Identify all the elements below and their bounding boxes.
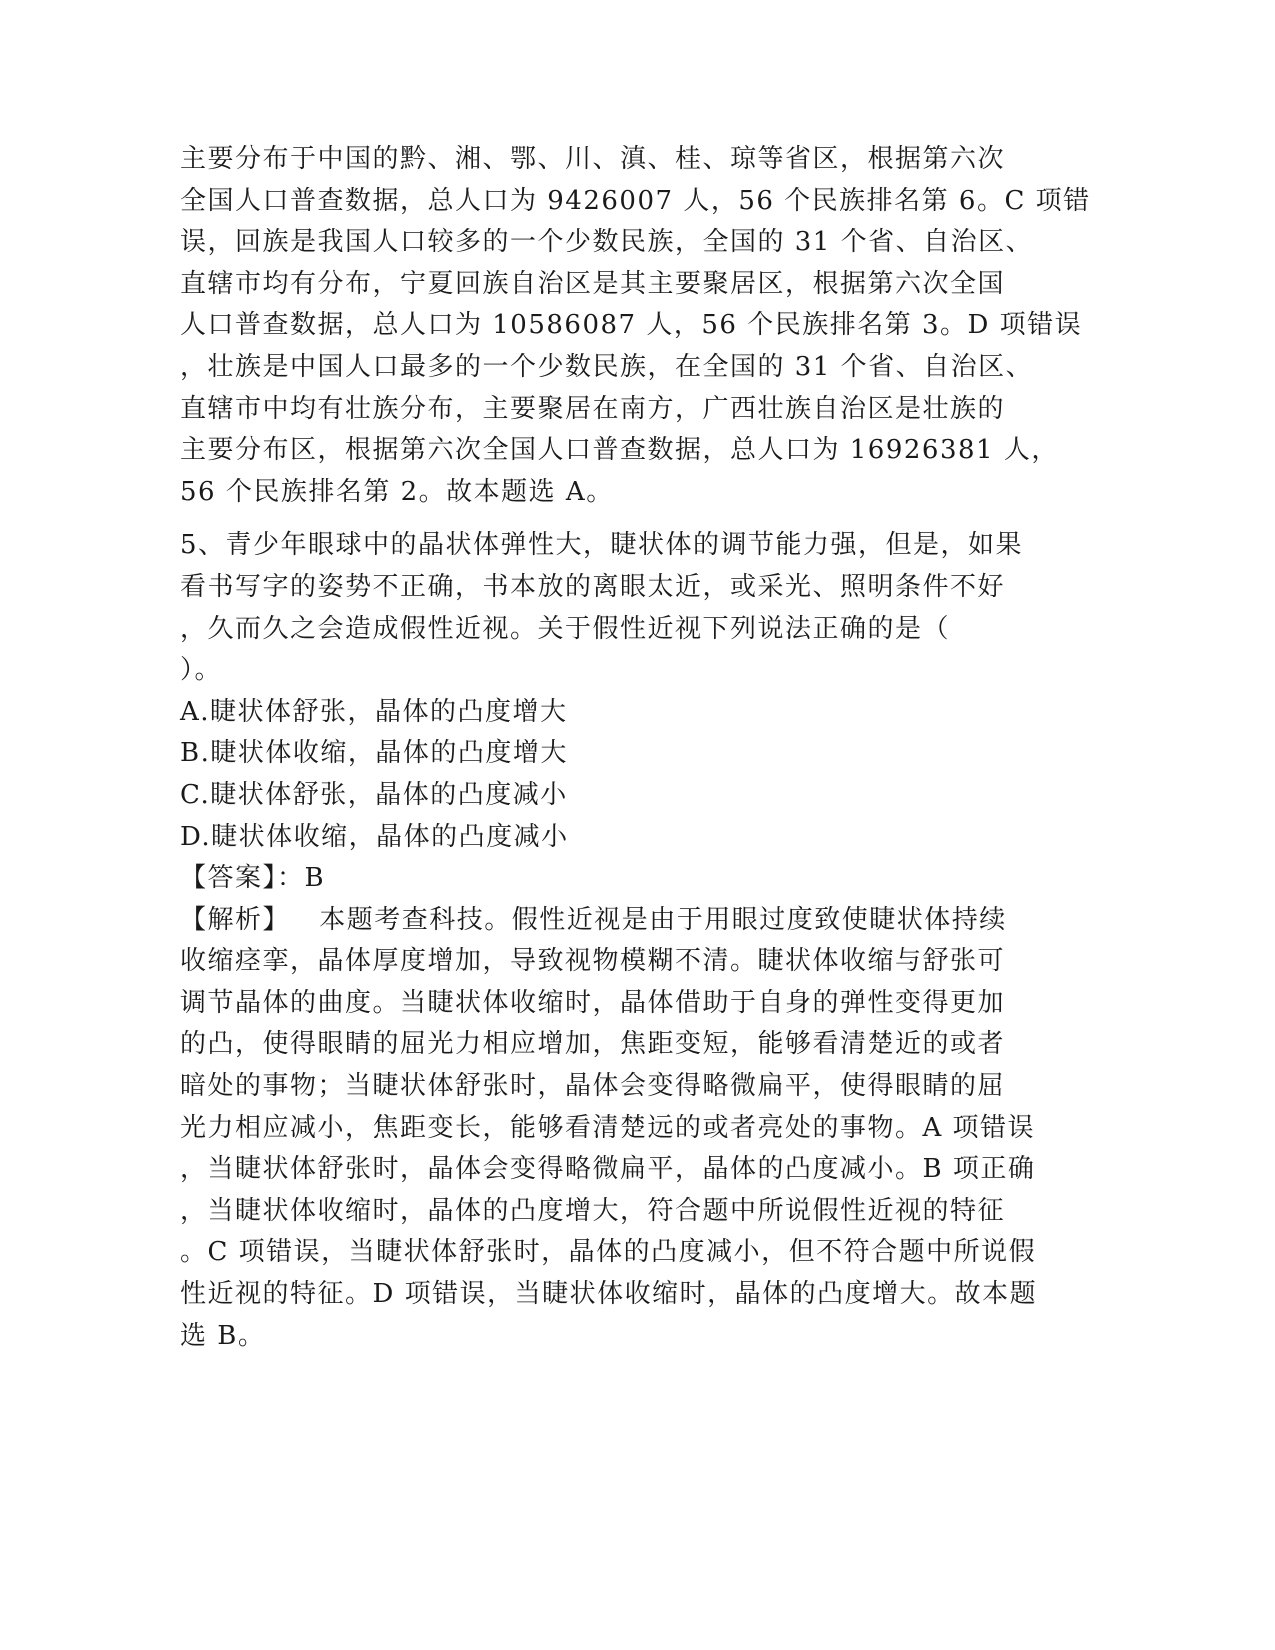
text-line: 看书写字的姿势不正确，书本放的离眼太近，或采光、照明条件不好 [180, 571, 1006, 602]
text-line: 的凸，使得眼睛的屈光力相应增加，焦距变短，能够看清楚近的或者 [180, 1029, 1006, 1060]
text-line: ，当睫状体舒张时，晶体会变得略微扁平，晶体的凸度减小。B 项正确 [180, 1154, 1036, 1185]
text-line: 全国人口普查数据，总人口为 9426007 人，56 个民族排名第 6。C 项错 [180, 185, 1091, 216]
text-line: 误，回族是我国人口较多的一个少数民族，全国的 31 个省、自治区、 [180, 227, 1034, 258]
text-line: 收缩痉挛，晶体厚度增加，导致视物模糊不清。睫状体收缩与舒张可 [180, 946, 1006, 977]
text-line: 主要分布区，根据第六次全国人口普查数据，总人口为 16926381 人， [180, 435, 1059, 466]
text-line: 56 个民族排名第 2。故本题选 A。 [180, 476, 614, 507]
text-line: 。C 项错误，当睫状体舒张时，晶体的凸度减小，但不符合题中所说假 [180, 1237, 1037, 1268]
text-line: 主要分布于中国的黔、湘、鄂、川、滇、桂、琼等省区，根据第六次 [180, 144, 1006, 174]
text-line: ）。 [180, 655, 223, 686]
option-d: D.睫状体收缩，晶体的凸度减小 [180, 821, 569, 852]
text-line: 调节晶体的曲度。当睫状体收缩时，晶体借助于自身的弹性变得更加 [180, 987, 1006, 1018]
text-line: 【解析】 本题考查科技。假性近视是由于用眼过度致使睫状体持续 [180, 904, 1007, 935]
text-line: 性近视的特征。D 项错误，当睫状体收缩时，晶体的凸度增大。故本题 [180, 1279, 1038, 1310]
text-line: ，久而久之会造成假性近视。关于假性近视下列说法正确的是（ [180, 613, 951, 644]
text-line: ，当睫状体收缩时，晶体的凸度增大，符合题中所说假性近视的特征 [180, 1195, 1006, 1226]
option-b: B.睫状体收缩，晶体的凸度增大 [180, 738, 568, 769]
option-a: A.睫状体舒张，晶体的凸度增大 [180, 696, 568, 727]
analysis-paragraph [180, 900, 1060, 1358]
options-list [180, 692, 1060, 858]
document-page [180, 139, 1091, 1357]
text-line: 直辖市中均有壮族分布，主要聚居在南方，广西壮族自治区是壮族的 [180, 393, 1006, 424]
answer-line: 【答案】：B [180, 863, 326, 894]
text-line: 直辖市均有分布，宁夏回族自治区是其主要聚居区，根据第六次全国 [180, 268, 1006, 299]
option-c: C.睫状体舒张，晶体的凸度减小 [180, 779, 568, 810]
text-line: 选 B。 [180, 1320, 266, 1351]
text-line: 人口普查数据，总人口为 10586087 人，56 个民族排名第 3。D 项错误 [180, 310, 1083, 341]
question-stem [180, 525, 1060, 691]
text-line: 5、青少年眼球中的晶状体弹性大，睫状体的调节能力强，但是，如果 [180, 530, 1024, 561]
previous-answer-paragraph [180, 139, 1091, 513]
text-line: 暗处的事物；当睫状体舒张时，晶体会变得略微扁平，使得眼睛的屈 [180, 1071, 1006, 1102]
text-line: ，壮族是中国人口最多的一个少数民族，在全国的 31 个省、自治区、 [180, 351, 1034, 382]
paragraph-spacer [180, 513, 1060, 525]
question-block [180, 525, 1060, 1357]
text-line: 光力相应减小，焦距变长，能够看清楚远的或者亮处的事物。A 项错误 [180, 1112, 1036, 1143]
